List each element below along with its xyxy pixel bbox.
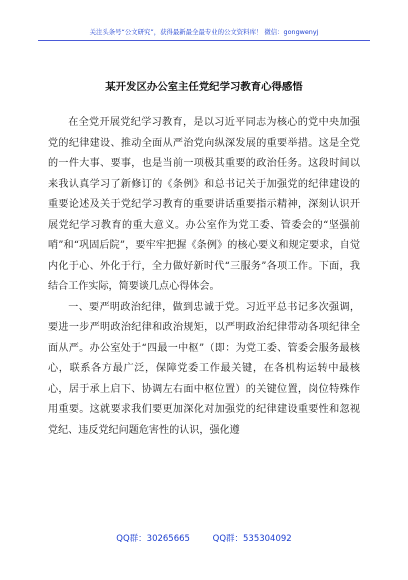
document-body (48, 113, 360, 441)
footer-qq-group-1: QQ群：30265665 (116, 534, 190, 544)
paragraph: 在全党开展党纪学习教育，是以习近平同志为核心的党中央加强党的纪律建设、推动全面从严治党向纵深发展的重要举措。这是全党的一件大事、要事，也是当前一项极其重要的政治任务。这段时间以来我认真学习了新修订的《条例》和总书记关于加强党的纪律建设的重要论述及关于党纪学习教育的重要讲话重要指示精神，深刻认识开展党纪学习教育的重大意义。办公室作为党工委、管委会的“坚强前哨”和“巩固后院”，要牢牢把握《条例》的核心要义和规定要求，自觉内化于心、外化于行，全力做好新时代“三服务”各项工作。下面，我结合工作实际，简要谈几点心得体会。 (48, 117, 360, 292)
document-title: 某开发区办公室主任党纪学习教育心得感悟 (105, 81, 303, 93)
header-divider (38, 40, 370, 41)
footer-qq-group-2: QQ群：535304092 (212, 534, 292, 544)
header-notice: 关注头条号“公文研究”，获得最新最全最专业的公文资料库！ 微信：gongwenyj (89, 28, 319, 36)
page-footer (0, 532, 408, 544)
page-header (0, 0, 408, 48)
paragraph: 一、要严明政治纪律，做到忠诚于党。习近平总书记多次强调，要进一步严明政治纪律和政治规矩，以严明政治纪律带动各项纪律全面从严。办公室处于“四最一中枢”（即：为党工委、管委会服务最核心，联系各方最广泛，保障党委工作最关键，在各机构运转中最核心，居于承上启下、协调左右面中枢位置）的关键位置，岗位特殊作用重要。这就要求我们要更加深化对加强党的纪律建设重要性和忽视党纪、违反党纪问题危害性的认识，强化遵 (48, 301, 360, 436)
